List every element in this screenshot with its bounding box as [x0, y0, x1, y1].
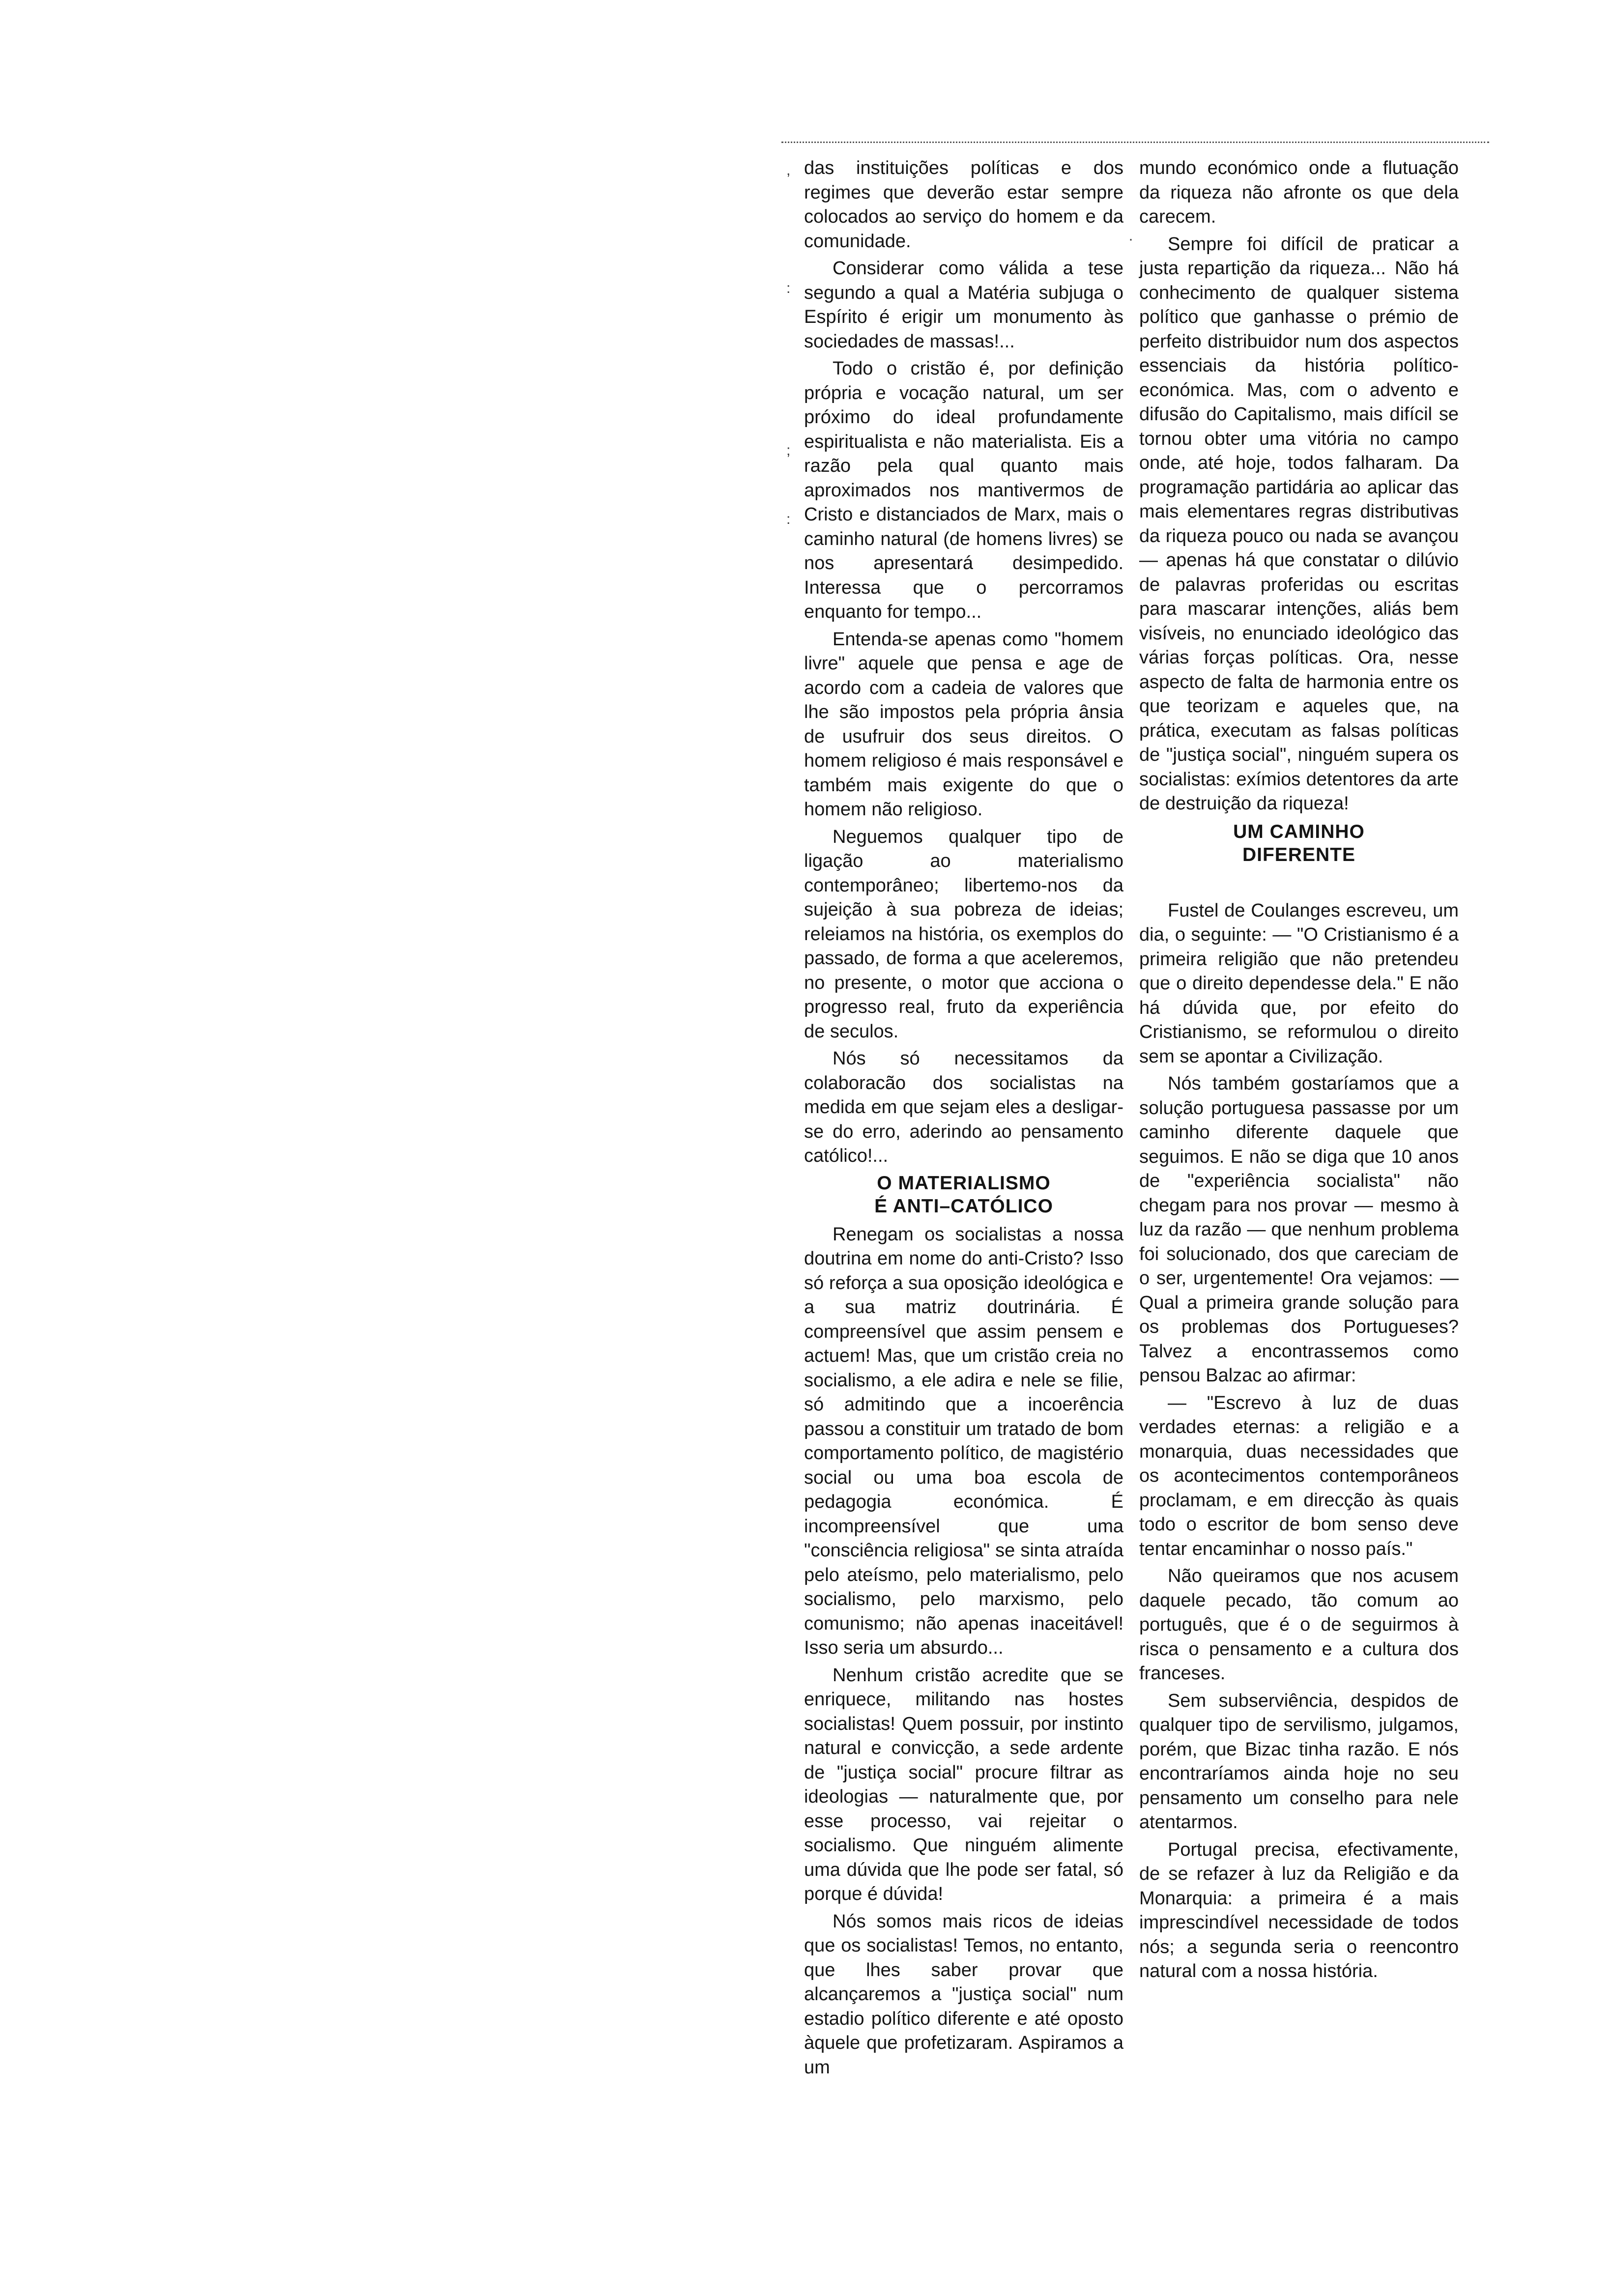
paragraph: Todo o cristão é, por definição própria e vocação natural, um ser próximo do ideal profundamente espiritualista e não materialista. Eis a razão pela qual quanto mais aproximados nos mantivermos de Cristo e distanciados de Marx, mais o caminho natural (de homens livres) se nos apresentará desimpedido. Interessa que o percorramos enquanto for tempo...	[804, 358, 1123, 622]
heading-line: UM CAMINHO	[1233, 821, 1365, 842]
paragraph: Nós somos mais ricos de ideias que os socialistas! Temos, no entanto, que lhes saber provar que alcançaremos a "justiça social" num estadio político diferente e até oposto àquele que profetizaram. Aspiramos a um	[804, 1911, 1123, 2078]
margin-mark: ;	[786, 442, 791, 459]
paragraph: — "Escrevo à luz de duas verdades eternas: a religião e a monarquia, duas necessidades que os acontecimentos contemporâneos proclamam, e em direcção às quais todo o escritor de bom senso deve tentar encaminhar o nosso país."	[1139, 1392, 1459, 1559]
paragraph: mundo económico onde a flutuação da riqueza não afronte os que dela carecem.	[1139, 158, 1459, 227]
margin-mark: ,	[786, 162, 791, 178]
left-column	[804, 156, 1123, 2083]
paragraph: Sem subserviência, despidos de qualquer tipo de servilismo, julgamos, porém, que Bizac tinha razão. E nós encontraríamos ainda hoje no seu pensamento um conselho para nele atentarmos.	[1139, 1690, 1459, 1833]
margin-mark: :	[786, 280, 791, 296]
paragraph: Renegam os socialistas a nossa doutrina em nome do anti-Cristo? Isso só reforça a sua oposição ideológica e a sua matriz doutrinária. É compreensível que assim pensem e actuem! Mas, que um cristão creia no socialismo, a ele adira e nele se filie, só admitindo que a incoerência passou a constituir um tratado de bom comportamento político, de magistério social ou uma boa escola de pedagogia económica. É incompreensível que uma "consciência religiosa" se sinta atraída pelo ateísmo, pelo materialismo, pelo socialismo, pelo marxismo, pelo comunismo; não apenas inaceitável! Isso seria um absurdo...	[804, 1224, 1123, 1658]
margin-mark: ·	[1128, 231, 1133, 247]
top-rule	[781, 142, 1489, 143]
section-heading	[1139, 820, 1459, 866]
paragraph: Entenda-se apenas como "homem livre" aquele que pensa e age de acordo com a cadeia de valores que lhe são impostos pela própria ânsia de usufruir dos seus direitos. O homem religioso é mais responsável e também mais exigente do que o homem não religioso.	[804, 629, 1123, 820]
paragraph: Nós só necessitamos da colaboracão dos socialistas na medida em que sejam eles a desligar-se do erro, aderindo ao pensamento católico!...	[804, 1048, 1123, 1166]
paragraph: das instituições políticas e dos regimes que deverão estar sempre colocados ao serviço do homem e da comunidade.	[804, 158, 1123, 252]
section-heading	[804, 1172, 1123, 1218]
right-column	[1139, 156, 1459, 1987]
paragraph: Portugal precisa, efectivamente, de se refazer à luz da Religião e da Monarquia: a primeira é a mais imprescindível necessidade de todos nós; a segunda seria o reencontro natural com a nossa história.	[1139, 1839, 1459, 1981]
paragraph: Neguemos qualquer tipo de ligação ao materialismo contemporâneo; libertemo-nos da sujeição à sua pobreza de ideias; releiamos na história, os exemplos do passado, de forma a que aceleremos, no presente, o motor que acciona o progresso real, fruto da experiência de seculos.	[804, 826, 1123, 1042]
heading-line: É ANTI–CATÓLICO	[874, 1195, 1053, 1217]
paragraph: Sempre foi difícil de praticar a justa repartição da riqueza... Não há conhecimento de qualquer sistema político que ganhasse o prémio de perfeito distribuidor num dos aspectos essenciais da história político-económica. Mas, com o advento e difusão do Capitalismo, mais difícil se tornou obter uma vitória no campo onde, até hoje, todos falharam. Da programação partidária ao aplicar das mais elementares regras distributivas da riqueza pouco ou nada se avançou — apenas há que constatar o dilúvio de palavras proferidas ou escritas para mascarar intenções, aliás bem visíveis, no enunciado ideológico das várias forças políticas. Ora, nesse aspecto de falta de harmonia entre os que teorizam e aqueles que, na prática, executam as falsas políticas de "justiça social", ninguém supera os socialistas: exímios detentores da arte de destruição da riqueza!	[1139, 233, 1459, 814]
paragraph: Considerar como válida a tese segundo a qual a Matéria subjuga o Espírito é erigir um monumento às sociedades de massas!...	[804, 258, 1123, 352]
heading-line: DIFERENTE	[1242, 844, 1355, 865]
heading-line: O MATERIALISMO	[877, 1172, 1051, 1194]
paragraph: Nenhum cristão acredite que se enriquece, militando nas hostes socialistas! Quem possuir, por instinto natural e convicção, a sede ardente de "justiça social" procure filtrar as ideologias — naturalmente que, por esse processo, vai rejeitar o socialismo. Que ninguém alimente uma dúvida que lhe pode ser fatal, só porque é dúvida!	[804, 1665, 1123, 1904]
paragraph: Nós também gostaríamos que a solução portuguesa passasse por um caminho diferente daquele que seguimos. E não se diga que 10 anos de "experiência socialista" não chegam para nos provar — mesmo à luz da razão — que nenhum problema foi solucionado, dos que careciam de o ser, urgentemente! Ora vejamos: — Qual a primeira grande solução para os problemas dos Portugueses? Talvez a encontrassemos como pensou Balzac ao afirmar:	[1139, 1073, 1459, 1386]
margin-mark: :	[786, 511, 791, 527]
paragraph: Não queiramos que nos acusem daquele pecado, tão comum ao português, que é o de seguirmos à risca o pensamento e a cultura dos franceses.	[1139, 1566, 1459, 1684]
paragraph: Fustel de Coulanges escreveu, um dia, o seguinte: — "O Cristianismo é a primeira religião que não pretendeu que o direito dependesse dela." E não há dúvida que, por efeito do Cristianismo, se reformulou o direito sem se apontar a Civilização.	[1139, 900, 1459, 1067]
